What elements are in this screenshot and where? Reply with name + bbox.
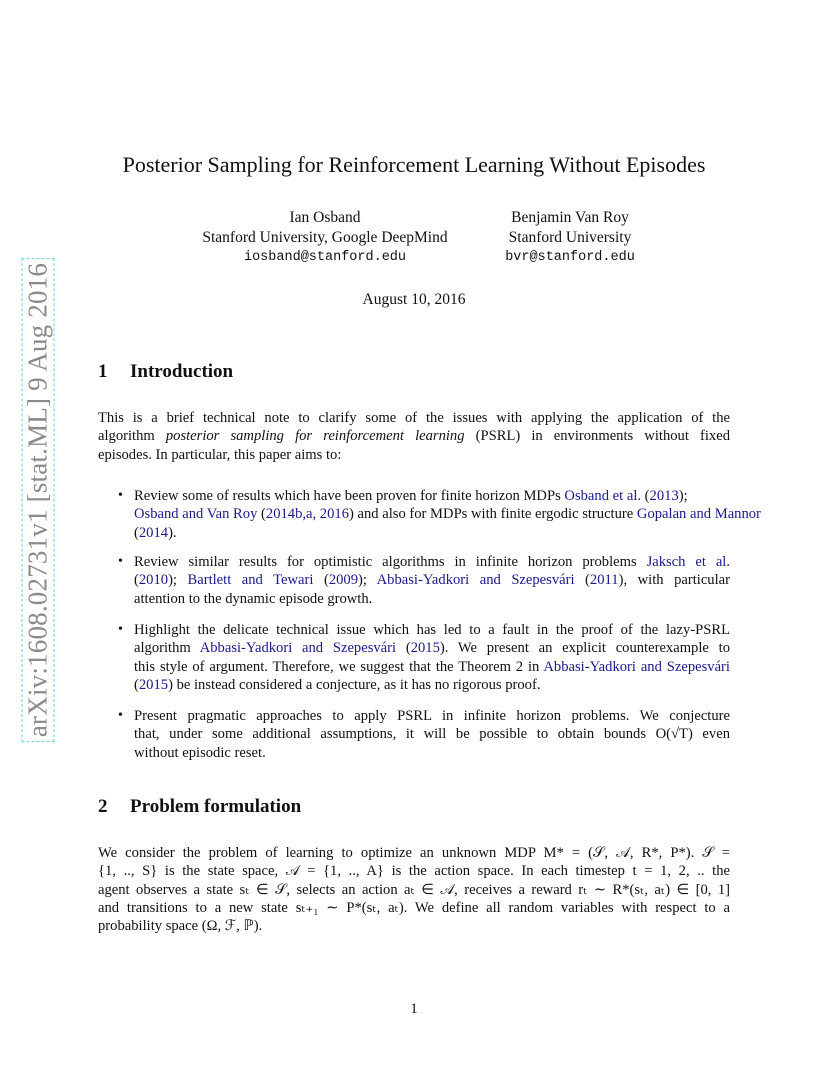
citation-link[interactable]: 2015 [410,640,440,657]
text-line: agent observes a state sₜ ∈ 𝒮, selects an action aₜ ∈ 𝒜, receives a reward rₜ ∼ R*(sₜ, aₜ) ∈ [0, 1] [98,881,730,898]
text-line: Present pragmatic approaches to apply PSRL in infinite horizon problems. We conjecture [134,708,730,724]
text-line: Highlight the delicate technical issue which has led to a fault in the proof of the lazy-PSRL [134,622,730,638]
citation-link[interactable]: 2013 [649,488,679,504]
bullet-icon: • [118,708,123,723]
author-affiliation: Stanford University, Google DeepMind [202,229,448,246]
text-line [134,487,730,505]
text-line [134,571,730,589]
arxiv-stamp [18,250,58,750]
text-run: ); [168,572,188,589]
list-item [118,553,730,608]
text-run: ) be instead considered a conjecture, as it has no rigorous proof. [168,676,541,693]
paper-date: August 10, 2016 [362,291,466,308]
problem-paragraph [98,844,730,935]
text-line [134,658,730,676]
text-run: ( [134,572,139,589]
bullet-icon: • [118,622,123,637]
text-line: attention to the dynamic episode growth. [134,590,373,607]
citation-link[interactable]: 2011 [589,572,619,589]
citation-link[interactable]: Abbasi-Yadkori and Szepesvári [376,572,575,589]
arxiv-identifier: arXiv:1608.02731v1 [stat.ML] 9 Aug 2016 [22,258,55,742]
text-run: ). We present an explicit counterexample to [439,640,730,657]
emphasis-text: posterior sampling for reinforcement learning [165,428,465,445]
text-line: We consider the problem of learning to optimize an unknown MDP M* = (𝒮, 𝒜, R*, P*). 𝒮 = [98,845,730,861]
text-line [134,524,730,542]
text-line: This is a brief technical note to clarify some of the issues with applying the application of the [98,410,730,426]
author-name: Benjamin Van Roy [511,209,629,226]
text-line [134,553,730,571]
text-run: algorithm [98,428,166,445]
citation-link[interactable]: Abbasi-Yadkori and Szepesvári [543,658,730,675]
text-run: ( [134,524,139,541]
paper-title: Posterior Sampling for Reinforcement Learning Without Episodes [122,152,706,177]
section-number: 1 [98,361,108,382]
bullet-icon: • [118,554,123,569]
text-run: ( [574,572,590,589]
citation-link[interactable]: Bartlett and Tewari [187,572,314,589]
text-line: {1, .., S} is the state space, 𝒜 = {1, .., A} is the action space. In each timestep t = 1, 2, .. the [98,863,730,880]
text-line: probability space (Ω, ℱ, ℙ). [98,918,263,935]
citation-link[interactable]: Gopalan and Mannor [636,506,761,523]
citation-link[interactable]: 2014b,a, 2016 [265,506,349,523]
text-line: episodes. In particular, this paper aims to: [98,446,342,463]
text-line [134,676,730,694]
section-title: Introduction [130,361,234,382]
text-run: ( [396,640,411,657]
list-item [118,621,730,694]
list-item [118,707,730,762]
section-number: 2 [98,796,108,817]
intro-paragraph [98,409,730,464]
citation-link[interactable]: Jaksch et al. [646,554,731,570]
text-run: ( [641,488,650,504]
text-run: Review similar results for optimistic algorithms in infinite horizon problems [134,554,647,570]
section-heading-introduction [98,361,233,383]
text-line [134,639,730,657]
author-email[interactable]: bvr@stanford.edu [505,250,635,265]
text-line: without episodic reset. [134,744,266,761]
bullet-icon: • [118,488,123,503]
author-block-1 [180,208,470,268]
text-line [134,505,761,523]
section-heading-problem-formulation [98,796,301,818]
citation-link[interactable]: 2014 [138,524,169,541]
section-title: Problem formulation [130,796,302,817]
citation-link[interactable]: Osband and Van Roy [134,506,258,523]
text-run: ( [134,676,139,693]
text-run: ( [257,506,266,523]
text-run: ) and also for MDPs with finite ergodic structure [349,506,637,523]
text-run: ). [168,524,177,541]
author-email[interactable]: iosband@stanford.edu [243,250,407,265]
author-block-2 [490,208,650,268]
citation-link[interactable]: Abbasi-Yadkori and Szepesvári [199,640,397,657]
citation-link[interactable]: 2009 [328,572,358,589]
text-line: that, under some additional assumptions, it will be possible to obtain bounds O(√T) even [134,726,730,743]
text-run: ); [358,572,377,589]
author-affiliation: Stanford University [508,229,632,246]
text-line: and transitions to a new state sₜ₊₁ ∼ P*(sₜ, aₜ). We define all random variables with respect to a [98,899,730,916]
text-run: (PSRL) in environments without fixed [464,428,730,445]
citation-link[interactable]: 2010 [138,572,169,589]
list-item [118,487,761,542]
page-number: 1 [410,1001,418,1017]
text-run: this style of argument. Therefore, we suggest that the Theorem 2 in [134,658,544,675]
citation-link[interactable]: 2015 [138,676,169,693]
text-run: ( [313,572,329,589]
text-run: Review some of results which have been proven for finite horizon MDPs [134,488,565,504]
text-run: ); [678,488,688,504]
text-run: algorithm [134,640,200,657]
text-line [98,427,730,445]
author-name: Ian Osband [289,209,361,226]
text-run: ), with particular [618,572,730,589]
citation-link[interactable]: Osband et al. [564,488,642,504]
